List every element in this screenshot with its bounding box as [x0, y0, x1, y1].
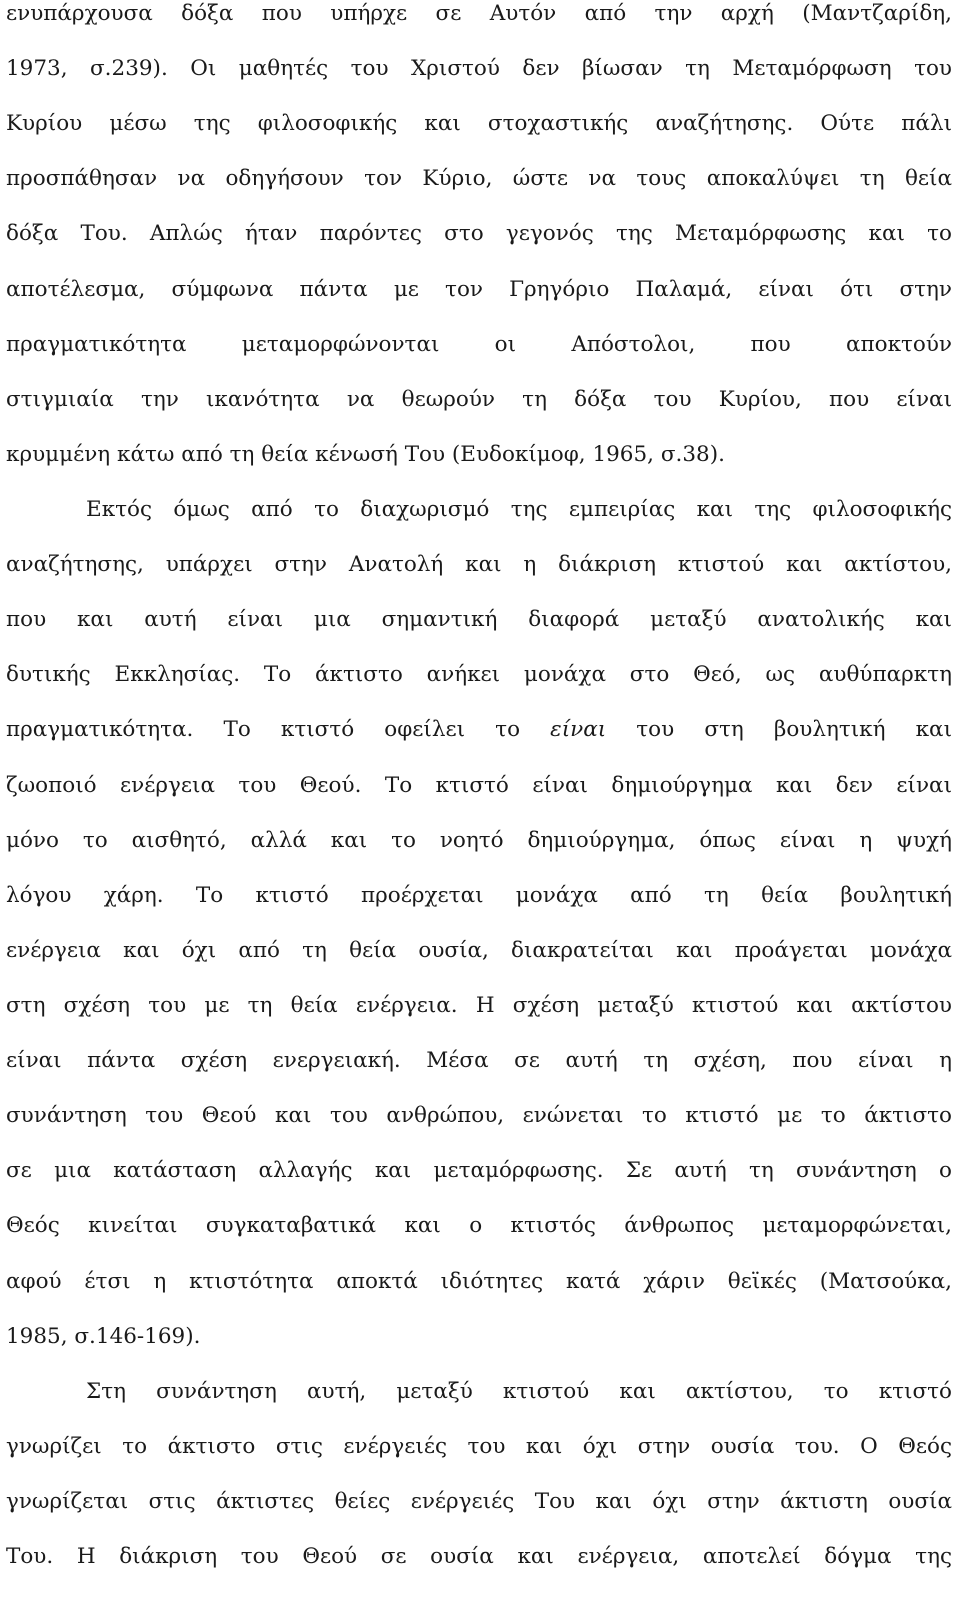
text-line: λόγου χάρη. Το κτιστό προέρχεται μονάχα από τη θεία βουλητική — [6, 883, 952, 908]
text-line: Θεός κινείται συγκαταβατικά και ο κτιστός άνθρωπος μεταμορφώνεται, — [6, 1213, 952, 1238]
text-line: δυτικής Εκκλησίας. Το άκτιστο ανήκει μονάχα στο Θεό, ως αυθύπαρκτη — [6, 662, 952, 687]
text-line: ζωοποιό ενέργεια του Θεού. Το κτιστό είναι δημιούργημα και δεν είναι — [6, 773, 952, 798]
text-line: πραγματικότητα μεταμορφώνονται οι Απόστολοι, που αποκτούν — [6, 332, 952, 357]
text-line: συνάντηση του Θεού και του ανθρώπου, ενώνεται το κτιστό με το άκτιστο — [6, 1103, 952, 1128]
text-line: ενέργεια και όχι από τη θεία ουσία, διακρατείται και προάγεται μονάχα — [6, 938, 952, 963]
text-line: ενυπάρχουσα δόξα που υπήρχε σε Αυτόν από την αρχή (Μαντζαρίδη, — [6, 1, 952, 26]
text-line: στη σχέση του με τη θεία ενέργεια. Η σχέση μεταξύ κτιστού και ακτίστου — [6, 993, 952, 1018]
text-line: μόνο το αισθητό, αλλά και το νοητό δημιούργημα, όπως είναι η ψυχή — [6, 828, 952, 853]
text-line: στιγμιαία την ικανότητα να θεωρούν τη δόξα του Κυρίου, που είναι — [6, 387, 952, 412]
text-line: αναζήτησης, υπάρχει στην Ανατολή και η διάκριση κτιστού και ακτίστου, — [6, 552, 952, 577]
text-line: αποτέλεσμα, σύμφωνα πάντα με τον Γρηγόριο Παλαμά, είναι ότι στην — [6, 277, 952, 302]
paragraph-start-line: Στη συνάντηση αυτή, μεταξύ κτιστού και ακτίστου, το κτιστό — [86, 1379, 952, 1404]
text-line: που και αυτή είναι μια σημαντική διαφορά μεταξύ ανατολικής και — [6, 607, 952, 632]
text-line: γνωρίζει το άκτιστο στις ενέργειές του και όχι στην ουσία του. Ο Θεός — [6, 1434, 952, 1459]
text-line: Του. Η διάκριση του Θεού σε ουσία και ενέργεια, αποτελεί δόγμα της — [6, 1544, 952, 1569]
text-line: 1985, σ.146-169). — [6, 1324, 201, 1349]
text-line: κρυμμένη κάτω από τη θεία κένωσή Του (Ευδοκίμοφ, 1965, σ.38). — [6, 442, 725, 467]
text-line: σε μια κατάσταση αλλαγής και μεταμόρφωσης. Σε αυτή τη συνάντηση ο — [6, 1158, 952, 1183]
text-line: δόξα Του. Απλώς ήταν παρόντες στο γεγονός της Μεταμόρφωσης και το — [6, 221, 952, 246]
paragraph-start-line: Εκτός όμως από το διαχωρισμό της εμπειρίας και της φιλοσοφικής — [86, 497, 952, 522]
text-segment: πραγματικότητα. Το κτιστό οφείλει το — [6, 717, 521, 742]
text-line-with-italic — [6, 716, 952, 774]
text-line: 1973, σ.239). Οι μαθητές του Χριστού δεν βίωσαν τη Μεταμόρφωση του — [6, 56, 952, 81]
text-segment: του στη βουλητική και — [636, 717, 952, 742]
text-line: αφού έτσι η κτιστότητα αποκτά ιδιότητες κατά χάριν θεϊκές (Ματσούκα, — [6, 1269, 952, 1294]
text-line: είναι πάντα σχέση ενεργειακή. Μέσα σε αυτή τη σχέση, που είναι η — [6, 1048, 952, 1073]
text-line: γνωρίζεται στις άκτιστες θείες ενέργειές Του και όχι στην άκτιστη ουσία — [6, 1489, 952, 1514]
text-line: Κυρίου μέσω της φιλοσοφικής και στοχαστικής αναζήτησης. Ούτε πάλι — [6, 111, 952, 136]
italic-word: είναι — [550, 717, 607, 742]
text-line: προσπάθησαν να οδηγήσουν τον Κύριο, ώστε να τους αποκαλύψει τη θεία — [6, 166, 952, 191]
